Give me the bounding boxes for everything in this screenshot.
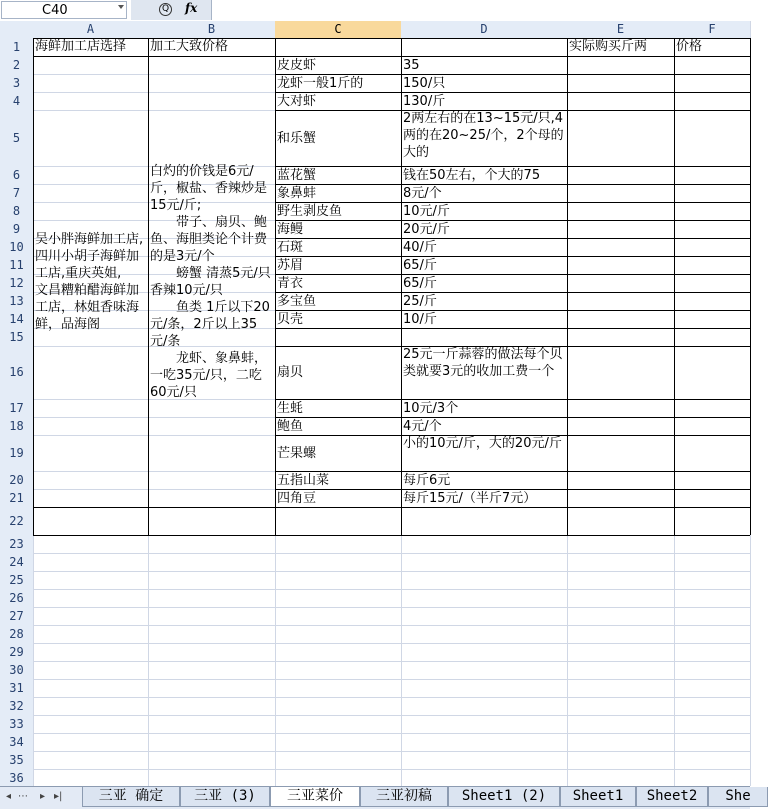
- first-sheet-icon[interactable]: ◂: [6, 791, 12, 802]
- cell-item-price: 10元/斤: [403, 203, 450, 219]
- row-header[interactable]: 8: [0, 202, 33, 220]
- select-all-corner[interactable]: [0, 21, 33, 38]
- row-header[interactable]: 16: [0, 346, 33, 399]
- row-header[interactable]: 29: [0, 643, 33, 661]
- row-header[interactable]: 22: [0, 507, 33, 535]
- more-sheets-icon[interactable]: ⋯: [18, 791, 28, 802]
- row-header[interactable]: 7: [0, 184, 33, 202]
- cell-item-name: 四角豆: [277, 490, 317, 506]
- cell-item-price: 10元/3个: [403, 400, 459, 416]
- formula-input[interactable]: [212, 1, 748, 19]
- row-header[interactable]: 18: [0, 417, 33, 435]
- cell-item-name: 大对虾: [277, 93, 317, 109]
- row-header[interactable]: 23: [0, 535, 33, 553]
- row-header[interactable]: 21: [0, 489, 33, 507]
- cell-item-price: 20元/斤: [403, 221, 450, 237]
- row-header[interactable]: 34: [0, 733, 33, 751]
- cell-item-name: 青衣: [277, 275, 304, 291]
- cell-item-price: 每斤15元/（半斤7元）: [403, 490, 537, 506]
- cell-item-price: 150/只: [403, 75, 446, 91]
- row-header[interactable]: 15: [0, 328, 33, 346]
- cell-item-price: 钱在50左右，个大的75: [403, 167, 541, 183]
- row-header[interactable]: 6: [0, 166, 33, 184]
- sheet-tab[interactable]: 三亚初稿: [360, 787, 448, 807]
- cell-item-price: 40/斤: [403, 239, 437, 255]
- cell-item-name: 野生剥皮鱼: [277, 203, 343, 219]
- sheet-tab-bar: [0, 786, 750, 809]
- fx-icon[interactable]: fx: [185, 1, 198, 15]
- cell-item-price: 10/斤: [403, 311, 437, 327]
- row-header[interactable]: 35: [0, 751, 33, 769]
- cell-item-name: 石斑: [277, 239, 304, 255]
- column-header-a[interactable]: A: [33, 21, 148, 38]
- row-header[interactable]: 32: [0, 697, 33, 715]
- column-header-d[interactable]: D: [401, 21, 567, 38]
- cell-item-name: 五指山菜: [277, 472, 330, 488]
- cell-item-name: 生蚝: [277, 400, 304, 416]
- cell-item-price: 25/斤: [403, 293, 437, 309]
- sheet-tab[interactable]: She: [708, 787, 768, 807]
- column-header-f[interactable]: F: [674, 21, 750, 38]
- row-header[interactable]: 12: [0, 274, 33, 292]
- row-header[interactable]: 24: [0, 553, 33, 571]
- sheet-tab[interactable]: 三亚菜价: [270, 787, 360, 807]
- column-header-b[interactable]: B: [148, 21, 275, 38]
- row-header[interactable]: 25: [0, 571, 33, 589]
- cell-item-price: 25元一斤蒜蓉的做法每个贝类就要3元的收加工费一个: [403, 347, 563, 379]
- cell-item-name: 扇贝: [277, 365, 304, 380]
- cell-b-merged: 白灼的价钱是6元/斤，椒盐、香辣炒是15元/斤; 带子、扇贝、鲍鱼、海胆类论个计费的是3元/个 螃蟹 清蒸5元/只 香辣10元/只 鱼类 1斤以下20元/条，2斤以上35元/条 龙虾、象鼻蚌，一吃35元/只，二吃 60元/只: [150, 163, 271, 400]
- row-header[interactable]: 10: [0, 238, 33, 256]
- sheet-tab[interactable]: Sheet2: [636, 787, 708, 807]
- row-header[interactable]: 2: [0, 56, 33, 74]
- column-header-c[interactable]: C: [275, 21, 401, 38]
- cell-item-price: 130/斤: [403, 93, 446, 109]
- row-header[interactable]: 19: [0, 435, 33, 471]
- next-sheet-icon[interactable]: ▸: [40, 791, 46, 802]
- row-header[interactable]: 3: [0, 74, 33, 92]
- cell-item-name: 多宝鱼: [277, 293, 317, 309]
- name-box[interactable]: [1, 1, 127, 19]
- cell-item-price: 4元/个: [403, 418, 442, 434]
- cell-item-price: 65/斤: [403, 257, 437, 273]
- cell-a1: 海鲜加工店选择: [35, 39, 127, 54]
- cell-item-price: 2两左右的在13~15元/只,4两的在20~25/个，2个母的大的: [403, 111, 564, 160]
- row-header[interactable]: 4: [0, 92, 33, 110]
- row-header[interactable]: 9: [0, 220, 33, 238]
- cell-e1: 实际购买斤两: [569, 39, 648, 54]
- row-header[interactable]: 20: [0, 471, 33, 489]
- sheet-tab[interactable]: Sheet1: [560, 787, 636, 807]
- last-sheet-icon[interactable]: ▸|: [54, 791, 63, 802]
- cell-item-name: 皮皮虾: [277, 57, 317, 73]
- cell-a-merged: 吴小胖海鲜加工店,四川小胡子海鲜加工店,重庆英姐, 文昌糟粕醋海鲜加工店，林姐香味海鲜，品海阁: [35, 231, 144, 332]
- cell-item-name: 龙虾一般1斤的: [277, 75, 364, 91]
- cell-item-price: 每斤6元: [403, 472, 451, 488]
- cell-item-name: 海鳗: [277, 221, 304, 237]
- cell-f1: 价格: [676, 39, 703, 54]
- row-header[interactable]: 30: [0, 661, 33, 679]
- sheet-tab[interactable]: 三亚 (3): [180, 787, 270, 807]
- cell-item-price: 65/斤: [403, 275, 437, 291]
- cell-item-price: 35: [403, 57, 420, 73]
- row-header[interactable]: 14: [0, 310, 33, 328]
- row-header[interactable]: 26: [0, 589, 33, 607]
- cell-item-name: 芒果螺: [277, 445, 317, 461]
- row-header[interactable]: 5: [0, 110, 33, 166]
- row-header[interactable]: 27: [0, 607, 33, 625]
- name-box-value: C40: [42, 3, 68, 18]
- row-header[interactable]: 31: [0, 679, 33, 697]
- column-header-e[interactable]: E: [567, 21, 674, 38]
- zoom-icon[interactable]: Q: [159, 3, 172, 16]
- chevron-down-icon[interactable]: [118, 5, 124, 9]
- row-header[interactable]: 1: [0, 38, 33, 56]
- cell-item-name: 贝壳: [277, 311, 304, 327]
- row-header[interactable]: 11: [0, 256, 33, 274]
- formula-tools: [131, 0, 212, 20]
- row-header[interactable]: 36: [0, 769, 33, 787]
- cell-item-name: 和乐蟹: [277, 130, 317, 146]
- cell-item-name: 象鼻蚌: [277, 185, 317, 201]
- row-header[interactable]: 28: [0, 625, 33, 643]
- cell-item-name: 蓝花蟹: [277, 167, 317, 183]
- row-header[interactable]: 13: [0, 292, 33, 310]
- sheet-tab[interactable]: 三亚 确定: [82, 787, 180, 807]
- cell-b1: 加工大致价格: [150, 39, 229, 54]
- sheet-tab[interactable]: Sheet1 (2): [448, 787, 560, 807]
- spreadsheet-grid[interactable]: [0, 21, 750, 786]
- cell-item-name: 苏眉: [277, 257, 304, 273]
- cell-item-price: 8元/个: [403, 185, 442, 201]
- formula-bar: [0, 0, 750, 22]
- row-header[interactable]: 17: [0, 399, 33, 417]
- cell-item-price: 小的10元/斤，大的20元/斤: [403, 436, 562, 451]
- row-header[interactable]: 33: [0, 715, 33, 733]
- cell-item-name: 鲍鱼: [277, 418, 304, 434]
